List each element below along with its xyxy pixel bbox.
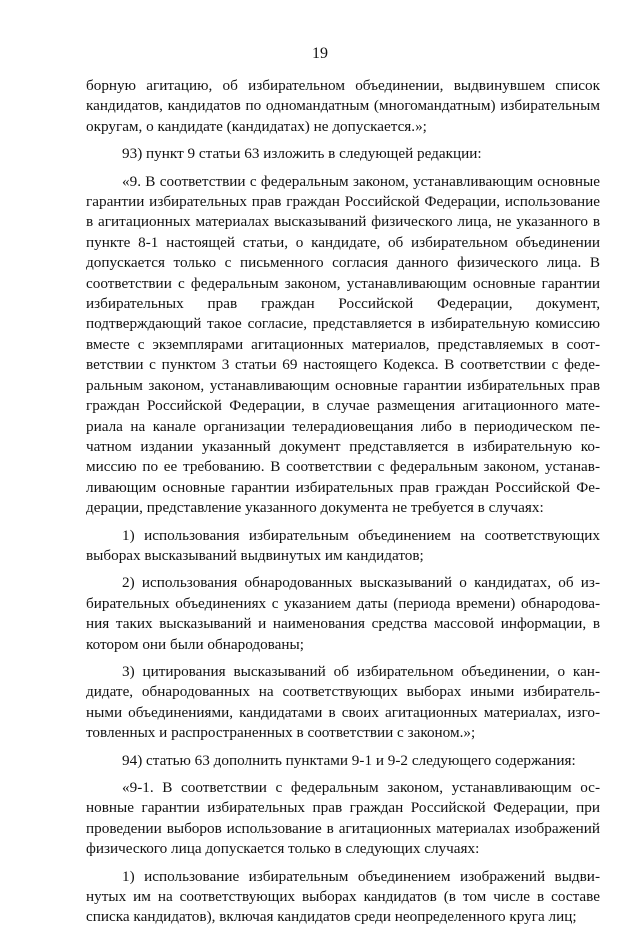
paragraph-case-9-1-1: 1) использование избирательным объединением изображений выдвинутых им на соответствующих выборах кандидатов (в том числе в составе списка кандидатов), включая кандидатов среди неопределенного круга лиц; <box>86 867 600 926</box>
paragraph-point-9-1: «9-1. В соответствии с федеральным законом, устанавливающим основные гарантии избирательных прав граждан Российской Федерации, при проведении выборов использование в агитационных материалах изображений физического лица допускается только в следующих случаях: <box>86 779 600 858</box>
paragraph-point-9: «9. В соответствии с федеральным законом, устанавливающим основные гарантии избирательных прав граждан Российской Федерации, использование в агитационных материалах высказываний физического лица, не указанного в пункте 8-1 настоящей статьи, о кандидате, об избирательном объединении допускается только с письменного согласия данного физического лица. В соответствии с федеральным законом, устанавливающим основные гарантии избирательных прав граждан Российской Федерации, документ, подтверждающий такое согласие, представляется в избирательную комиссию вместе с экземплярами агитационных материалов, представляемых в соответствии с пунктом 3 статьи 69 настоящего Кодекса. В соответствии с федеральным законом, устанавливающим основные гарантии избирательных прав граждан Российской Федерации, в случае размещения агитационного материала на канале организации телерадиовещания либо в периодическом печатном издании указанный документ представляется в избирательную комиссию по ее требованию. В соответствии с федеральным законом, устанавливающим основные гарантии избирательных прав граждан Российской Федерации, представление указанного документа не требуется в случаях: <box>86 172 600 517</box>
paragraph-case-2: 2) использования обнародованных высказываний о кандидатах, об избирательных объединениях с указанием даты (периода времени) обнародования таких высказываний и наименования средства массовой информации, в котором они были обнародованы; <box>86 574 600 653</box>
paragraph-case-3: 3) цитирования высказываний об избирательном объединении, о кандидате, обнародованных на соответствующих выборах иными избирательными объединениями, кандидатами в своих агитационных материалах, изготовленных и распространенных в соответствии с законом.»; <box>86 662 600 742</box>
paragraph-case-1: 1) использования избирательным объединением на соответствующих выборах высказываний выдвинутых им кандидатов; <box>86 526 600 564</box>
paragraph-item-93: 93) пункт 9 статьи 63 изложить в следующей редакции: <box>122 145 482 163</box>
page-number: 19 <box>312 45 328 62</box>
paragraph-item-94: 94) статью 63 дополнить пунктами 9-1 и 9-2 следующего содержания: <box>122 751 576 769</box>
paragraph-continuation: борную агитацию, об избирательном объединении, выдвинувшем список кандидатов, кандидатов по одномандатным (многомандатным) избирательным округам, о кандидате (кандидатах) не допускается.»; <box>86 77 600 135</box>
document-body <box>86 76 600 935</box>
